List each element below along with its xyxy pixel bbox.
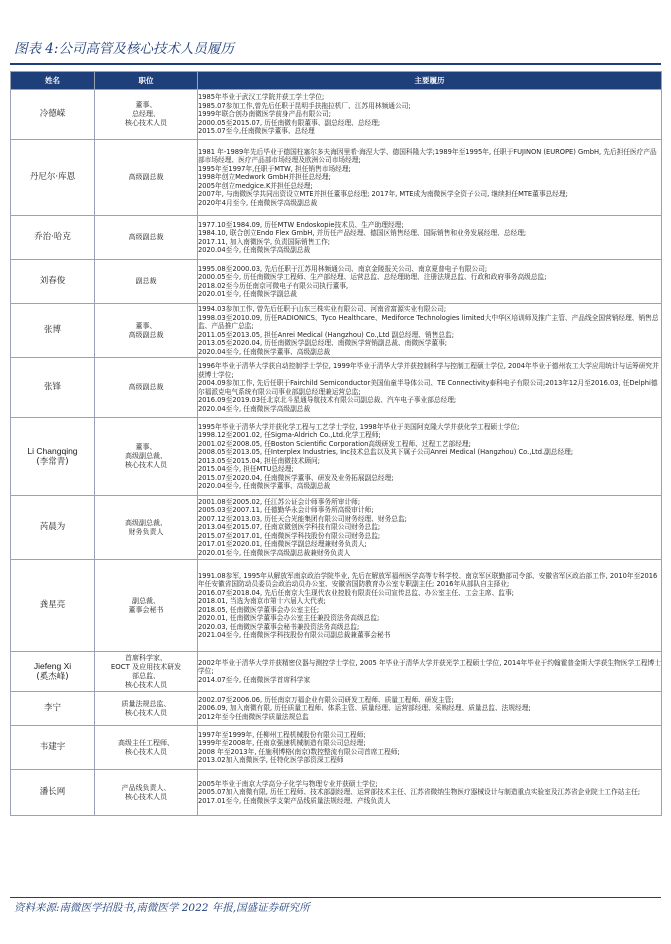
history-line: 1977.10至1984.09, 历任MTW Endoskopie技术员、生产助理经理; [198, 220, 404, 229]
history-line: 2018.05, 任南微医学董事会办公室主任; [198, 605, 320, 614]
table-row [11, 770, 662, 816]
history-line: 2005年毕业于南京大学高分子化学与物理专业并获硕士学位; [198, 779, 378, 788]
history-cell [198, 496, 662, 560]
history-line: 2013.04至2015.07, 任南京微创医学科技有限公司财务总监; [198, 523, 381, 532]
person-name: 李宁 [43, 703, 61, 713]
position-line: 质量法规总监、 [121, 699, 171, 708]
history-line: 2020.01, 任南微医学董事会办公室主任兼投资法务高级总监; [198, 614, 380, 622]
history-line: 2006.09, 加入南微有限, 历任质量工程师、体系主管、质量经理、运营部经理、采购经理、质量总监、法规经理; [198, 704, 531, 713]
history-line: 2017.01至2020.01, 任南微医学副总经理兼财务负责人; [198, 540, 367, 549]
history-cell [198, 90, 662, 140]
executives-table [10, 71, 662, 816]
history-line: 2021.04至今, 任南微医学科技股份有限公司副总裁兼董事会秘书 [198, 631, 391, 639]
history-cell [198, 692, 662, 726]
table-row [11, 726, 662, 770]
position-line: 财务负责人 [128, 527, 164, 536]
person-name: Jiefeng Xi [33, 660, 72, 671]
history-line: 2013.02加入南微医学, 任特化医学部资深工程师 [198, 756, 344, 764]
position-cell [95, 692, 198, 726]
history-line: 2011.05至2013.05, 担任Anrei Medical (Hangzhou) Co.,Ltd 副总经理、销售总监; [198, 330, 454, 339]
history-line: 2020.04至今, 任南微医学董事、高级副总裁 [198, 482, 331, 490]
history-line: 2014.07至今, 任南微医学首席科学家 [198, 675, 311, 684]
position-cell [95, 496, 198, 560]
position-cell [95, 304, 198, 358]
history-line: 2020.04至今, 任南微医学高级副总裁 [198, 246, 311, 254]
history-line: 2002年毕业于清华大学并获精密仪器与测控学士学位, 2005 年毕业于清华大学并获光学工程硕士学位, 2014年毕业于约翰霍普金斯大学获生物医学工程博士学位; [198, 658, 661, 676]
history-line: 2005年创立medgice.K并担任总经理; [198, 181, 313, 190]
table-row [11, 692, 662, 726]
position-line: 核心技术人员 [125, 680, 167, 689]
table-row [11, 418, 662, 496]
position-line: 核心技术人员 [125, 708, 167, 717]
person-name: Li Changqing [27, 445, 78, 456]
position-line: 高级副总裁、 [125, 518, 167, 527]
history-line: 2015.07至2020.04, 任南微医学董事、研发及业务拓展副总经理; [198, 473, 394, 482]
table-row [11, 304, 662, 358]
history-line: 2007年, 与南微医学共同出资设立MTE并担任董事总经理; 2017年, MTE成为南微医学全资子公司, 继续担任MTE董事总经理; [198, 190, 568, 199]
history-line: 1984.10, 联合创立Endo Flex GmbH, 并历任产品经理、德国区销售经理、国际销售和业务发展经理、总经理; [198, 229, 527, 237]
history-line: 2013.05至2020.04, 历任南微医学副总经理、南微医学营销副总裁、南微医学董事; [198, 339, 448, 347]
history-line: 2013.05至2015.04, 担任南微技术顾问; [198, 456, 321, 465]
person-name: 刘春俊 [39, 276, 66, 286]
position-line: 核心技术人员 [125, 792, 167, 801]
person-name-cell [11, 418, 95, 496]
history-line: 2000.05至今, 历任南微医学工程师、生产部经理、运营总监、总经理助理、注册法规总监、行政和政府事务高级总监; [198, 273, 547, 281]
history-line: 2020年4月至今, 任南微医学高级副总裁 [198, 198, 318, 207]
table-row [11, 652, 662, 692]
history-line: 1996年毕业于清华大学获自动控制学士学位, 1999年毕业于清华大学并获控制科学与控制工程硕士学位, 2004年毕业于德州农工大学应用统计与运筹研究并获博士学位; [198, 362, 659, 379]
position-line: 董事会秘书 [128, 605, 164, 614]
table-row [11, 216, 662, 260]
history-line: 2004.09参加工作, 先后任职于Fairchild Semiconductor美国仙童半导体公司、TE Connectivity泰科电子有限公司;2013年12月至2016.03, 任Delphi德尔福派克电气系统有限公司事业部副总经理兼运营总监; [198, 379, 658, 396]
history-line: 1998.03至2010.09, 历任RADIONICS、Tyco Healthcare、Mediforce Technologies limited大中华区培训师及推广主管、产品线全国营销经理、销售总监、产品推广总监; [198, 313, 659, 330]
position-line: 高级副总裁 [128, 233, 164, 241]
position-cell [95, 90, 198, 140]
history-line: 2020.01至今, 任南微医学高级副总裁兼财务负责人 [198, 548, 351, 557]
position-line: 董事、 [135, 443, 157, 451]
history-line: 2005.03至2007.11, 任德勤华永会计师事务所高级审计师; [198, 506, 374, 515]
table-row [11, 90, 662, 140]
header-position: 职位 [95, 72, 198, 90]
header-name: 姓名 [11, 72, 95, 90]
position-line: 董事、 [135, 101, 157, 109]
title-rule [10, 63, 661, 65]
person-name-cell [11, 216, 95, 260]
history-line: 2000.05至2015.07, 历任南微有限董事、副总经理、总经理; [198, 118, 381, 127]
position-line: 总经理、 [132, 110, 160, 118]
position-cell [95, 358, 198, 418]
position-cell [95, 560, 198, 652]
table-row [11, 560, 662, 652]
person-name-cell [11, 358, 95, 418]
history-line: 2005.07加入南微有限, 历任工程师、技术部副经理、运营部技术主任、江苏省微纳生物医疗器械设计与制造重点实验室及江苏省企业院士工作站主任; [198, 788, 641, 797]
position-line: 高级主任工程师、 [118, 738, 174, 747]
history-line: 2007.12至2013.03, 历任天合光能集团有限公司财务经理、财务总监; [198, 514, 407, 523]
history-line: 1998年创立Medwork GmbH并担任总经理; [198, 173, 331, 182]
position-line: 部总监、 [132, 671, 160, 680]
history-line: 2001.08至2005.02, 任江苏公证会计师事务所审计师; [198, 497, 361, 506]
position-cell [95, 216, 198, 260]
history-line: 2001.02至2008.05, 任Boston Scientific Corporation高级研发工程师、过程工艺部经理; [198, 439, 471, 448]
position-cell [95, 140, 198, 216]
history-line: 2015.07至今,任南微医学董事、总经理 [198, 127, 315, 136]
history-line: 2020.03, 任南微医学董事会秘书兼投资法务高级总监; [198, 622, 360, 631]
person-name: 张锋 [43, 382, 61, 392]
history-line: 1991.08参军, 1995年从解放军南京政治学院毕业, 先后在解放军福州医学高等专科学校、南京军区联勤部司令部、安徽省军区政治部工作, 2010年至2016年任安徽省国防动员委员会政治动员办公室、安徽省国防教育办公室专职副主任; 2016年从部队自主择业; [198, 571, 658, 588]
history-line: 2018.02至今历任南京可微电子有限公司执行董事, [198, 281, 349, 290]
history-line: 2018.01, 当选为南京市第十六届人大代表; [198, 597, 326, 605]
history-cell [198, 726, 662, 770]
person-name-cell [11, 260, 95, 304]
history-cell [198, 770, 662, 816]
person-name: 韦建宇 [39, 742, 66, 752]
history-line: 1985.07参加工作,曾先后任职于昆明手扶拖拉机厂、江苏用林频通公司; [198, 101, 411, 110]
person-name: 芮晨为 [39, 522, 66, 532]
position-cell [95, 652, 198, 692]
source-note: 资料来源:南微医学招股书,南微医学 2022 年报,国盛证券研究所 [14, 902, 310, 914]
history-line: 2017.11, 加入南微医学, 负责国际销售工作; [198, 237, 331, 246]
history-cell [198, 260, 662, 304]
history-line: 1999年联合创办南微医学前身产品有限公司; [198, 110, 331, 119]
person-name-cell [11, 140, 95, 216]
history-line: 2020.04至今, 任南微医学董事、高级副总裁 [198, 347, 331, 356]
header-history: 主要履历 [198, 72, 662, 90]
position-cell [95, 770, 198, 816]
person-name: 潘长网 [39, 787, 66, 797]
history-line: 1997年至1999年, 任柳州工程机械股份有限公司工程师; [198, 730, 366, 739]
history-line: 2008.05至2013.05, 任Interplex Industries, Inc技术总监以及其下属子公司Anrei Medical (Hangzhou) Co.,Ltd.副总经理; [198, 448, 574, 456]
position-line: 产品线负责人、 [121, 783, 171, 792]
history-line: 2012年至今任南微医学质量法规总监 [198, 712, 309, 721]
table-row [11, 260, 662, 304]
position-line: 首席科学家、 [125, 653, 167, 662]
person-name: 丹尼尔·库恩 [29, 172, 76, 182]
history-line: 1998.12至2001.02, 任Sigma-Aldrich Co.,Ltd.化学工程师; [198, 431, 381, 439]
history-line: 1995年毕业于清华大学并获化学工程与工艺学士学位, 1998年毕业于美国阿克隆大学并获化学工程硕士学位; [198, 422, 520, 431]
position-line: 高级副总裁 [128, 173, 164, 181]
history-cell [198, 560, 662, 652]
person-name-cell [11, 560, 95, 652]
position-line: 高级副总裁 [128, 383, 164, 391]
history-line: 2008 年至2013年, 任施利博格(南京)数控整流有限公司首席工程师; [198, 747, 400, 756]
person-name-chinese: (奚杰峰) [36, 671, 69, 682]
person-name-cell [11, 652, 95, 692]
person-name: 冷德嵘 [39, 109, 66, 119]
history-line: 1995年至1997年,任职于MTW, 担任销售市场经理; [198, 164, 351, 173]
history-cell [198, 418, 662, 496]
history-line: 2002.07至2006.06, 历任南京万福企业有限公司研发工程师、质量工程师、研发主管; [198, 695, 454, 704]
history-line: 1985年毕业于武汉工学院并获工学士学位; [198, 93, 325, 102]
table-header-row [11, 72, 662, 90]
person-name-chinese: (李常青) [36, 456, 69, 467]
position-line: 副总裁、 [132, 596, 160, 605]
history-line: 2017.01至今, 任南微医学支架产品线质量法规经理、产线负责人 [198, 796, 391, 805]
position-cell [95, 418, 198, 496]
history-line: 2015.04至今, 担任MTU总经理; [198, 465, 294, 473]
position-cell [95, 726, 198, 770]
history-line: 2020.04至今, 任南微医学高级副总裁 [198, 404, 311, 413]
figure-title: 图表 4:公司高管及核心技术人员履历 [14, 41, 234, 57]
person-name: 张博 [43, 325, 61, 335]
history-line: 2020.01至今, 任南微医学副总裁 [198, 290, 297, 298]
table-body [11, 90, 662, 816]
position-line: 高级副总裁 [128, 330, 164, 339]
position-line: 副总裁 [135, 277, 157, 285]
position-line: EOCT 及应用技术研发 [110, 662, 182, 671]
person-name-cell [11, 304, 95, 358]
person-name-cell [11, 496, 95, 560]
history-cell [198, 652, 662, 692]
history-line: 2016.07至2018.04, 先后任南京大生现代农业控股有限责任公司宣传总监、办公室主任、工会主席、监事; [198, 588, 514, 597]
history-line: 1999年至2008年, 任南京强速机械制造有限公司总经理; [198, 739, 366, 747]
person-name-cell [11, 770, 95, 816]
person-name: 乔治·哈克 [34, 232, 71, 242]
person-name-cell [11, 726, 95, 770]
position-line: 核心技术人员 [125, 461, 167, 469]
history-cell [198, 140, 662, 216]
table-row [11, 140, 662, 216]
position-line: 高级副总裁、 [125, 452, 167, 460]
history-cell [198, 216, 662, 260]
person-name-cell [11, 90, 95, 140]
table-row [11, 358, 662, 418]
history-cell [198, 358, 662, 418]
position-line: 董事、 [135, 321, 157, 330]
position-line: 核心技术人员 [125, 747, 167, 756]
position-line: 核心技术人员 [125, 119, 167, 127]
history-line: 1994.03参加工作, 曾先后任职于山东三株实业有限公司、河南省富源实业有限公司; [198, 305, 447, 313]
position-cell [95, 260, 198, 304]
history-line: 1995.08至2000.03, 先后任职于江苏用林频通公司、南京金陵报关公司、南京夏普电子有限公司; [198, 264, 488, 273]
history-line: 1981 年-1989年先后毕业于德国柱塞尔多夫海因里希·海涅大学、德国科隆大学;1989年至1995年, 任职于FUJINON (EUROPE) GmbH, 先后担任医疗产品部市场经理、医疗产品部市场经理及欧洲公司市场经理; [198, 147, 657, 165]
history-line: 2015.07至2017.01, 任南微医学科技股份有限公司财务总监; [198, 531, 381, 540]
history-cell [198, 304, 662, 358]
history-line: 2016.09至2019.03任北京北斗星通导航技术有限公司副总裁、汽车电子事业部总经理; [198, 396, 457, 404]
source-rule [10, 897, 661, 898]
person-name-cell [11, 692, 95, 726]
person-name: 龚星亮 [39, 600, 66, 610]
table-row [11, 496, 662, 560]
